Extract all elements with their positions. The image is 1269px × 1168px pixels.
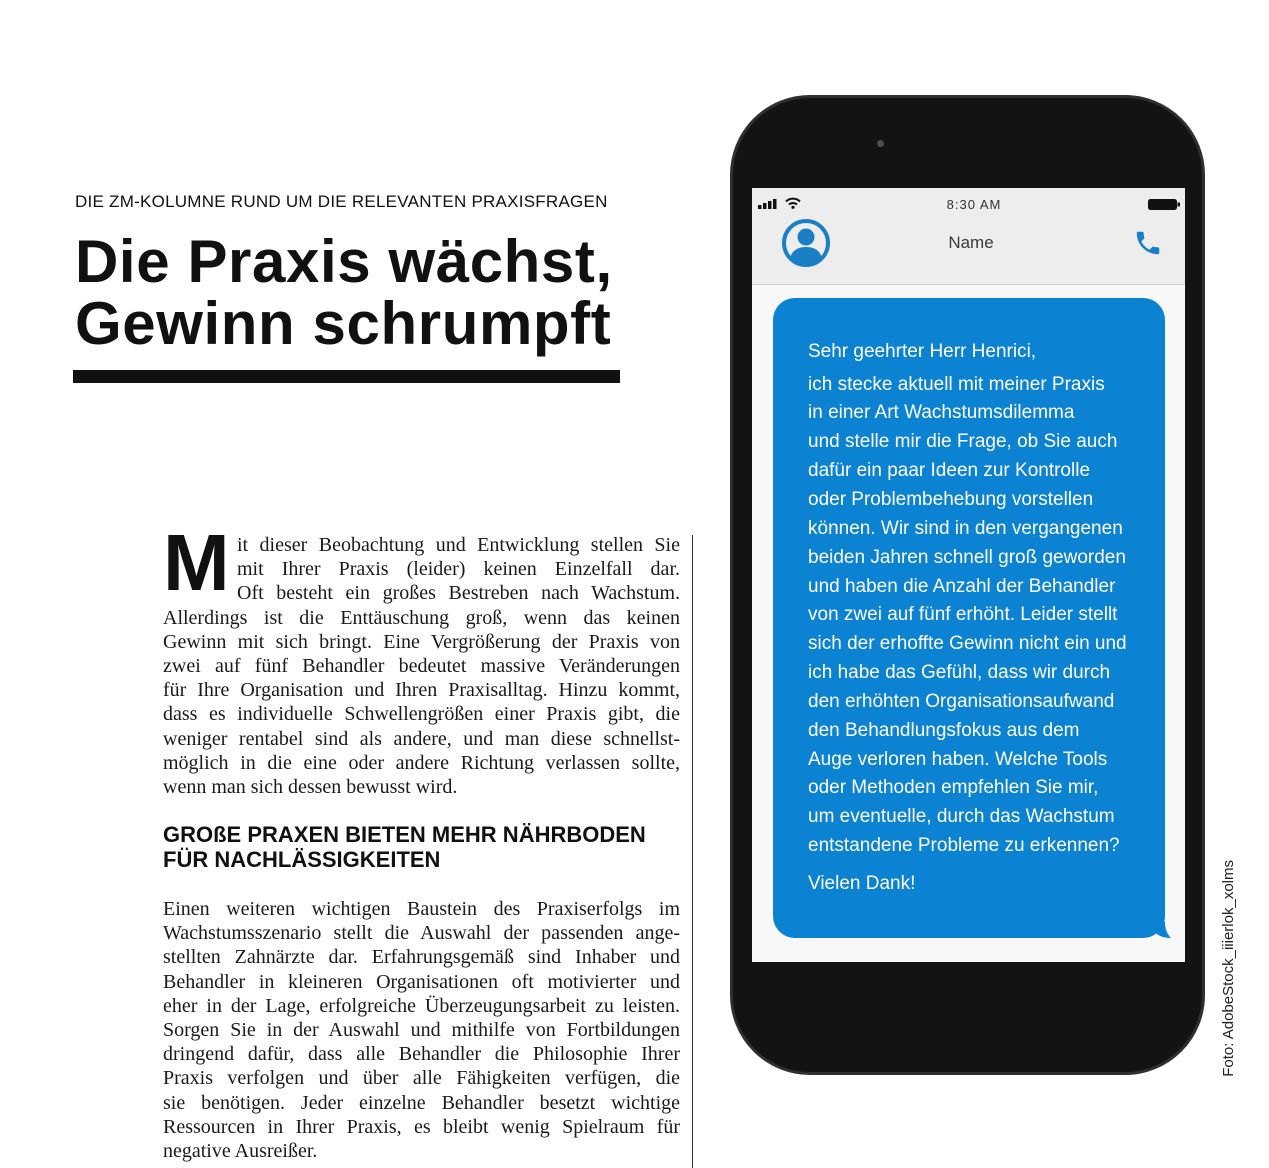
- text-line: sie benötigen. Jeder einzelne Behandler besetzt wichtige: [163, 1091, 680, 1114]
- photo-credit: Foto: AdobeStock_iiierlok_xolms: [1220, 860, 1237, 1077]
- column-divider: [692, 535, 693, 1168]
- battery-icon: [1148, 199, 1181, 210]
- wifi-icon: [785, 197, 801, 209]
- text-line: mit Ihrer Praxis (leider) keinen Einzelfall dar.: [237, 558, 680, 581]
- text-line: weniger rentabel sind als andere, und man diese schnellst-: [163, 727, 680, 750]
- message-line: in einer Art Wachstumsdilemma: [808, 402, 1075, 424]
- status-time: 8:30 AM: [946, 197, 1002, 212]
- message-line: den Behandlungsfokus aus dem: [808, 719, 1080, 741]
- subheading-line-2: FÜR NACHLÄSSIGKEITEN: [163, 847, 441, 872]
- message-body: [808, 371, 1127, 861]
- paragraph-2: [163, 897, 680, 1163]
- message-line: ich habe das Gefühl, dass wir durch: [808, 662, 1111, 684]
- message-line: dafür ein paar Ideen zur Kontrolle: [808, 460, 1091, 482]
- message-line: oder Methoden empfehlen Sie mir,: [808, 777, 1099, 799]
- message-line: den erhöhten Organisationsaufwand: [808, 690, 1115, 712]
- headline-line-1: Die Praxis wächst,: [75, 228, 613, 295]
- contact-name: Name: [948, 233, 994, 252]
- headline-line-2: Gewinn schrumpft: [75, 290, 612, 357]
- text-line: zwei auf fünf Behandler bedeutet massive Veränderungen: [163, 654, 680, 677]
- text-line: wenn man sich dessen bewusst wird.: [163, 775, 458, 798]
- message-line: können. Wir sind in den vergangenen: [808, 517, 1123, 539]
- bubble-tail: [1155, 922, 1171, 938]
- message-line: Auge verloren haben. Welche Tools: [808, 748, 1108, 770]
- headline-rule: [73, 370, 620, 383]
- text-line: Oft besteht ein großes Bestreben nach Wachstum.: [237, 582, 680, 605]
- subheading-line-1: GROßE PRAXEN BIETEN MEHR NÄHRBODEN: [163, 822, 646, 847]
- message-line: sich der erhoffte Gewinn nicht ein und: [808, 633, 1127, 655]
- phone-call-icon: [1133, 228, 1163, 258]
- message-line: und haben die Anzahl der Behandler: [808, 575, 1116, 597]
- message-line: oder Problembehebung vorstellen: [808, 488, 1094, 510]
- text-line: dringend dafür, dass alle Behandler die Philosophie Ihrer: [163, 1043, 680, 1066]
- text-line: möglich in die eine oder andere Richtung verlassen sollte,: [163, 751, 680, 774]
- text-line: Praxis verfolgen und über alle Fähigkeiten verfügen, die: [163, 1067, 680, 1090]
- text-line: Allerdings ist die Enttäuschung groß, wenn das keinen: [163, 606, 680, 629]
- column-kicker: DIE ZM-KOLUMNE RUND UM DIE RELEVANTEN PRAXISFRAGEN: [75, 192, 608, 211]
- message-line: und stelle mir die Frage, ob Sie auch: [808, 431, 1118, 453]
- message-line: um eventuelle, durch das Wachstum: [808, 806, 1115, 828]
- message-bubble: [773, 298, 1165, 938]
- paragraph-1: [163, 533, 680, 799]
- text-line: negative Ausreißer.: [163, 1139, 318, 1162]
- phone-screen: [752, 188, 1185, 962]
- message-line: ich stecke aktuell mit meiner Praxis: [808, 373, 1105, 395]
- message-line: beiden Jahren schnell groß geworden: [808, 546, 1126, 568]
- message-line: entstandene Probleme zu erkennen?: [808, 835, 1120, 857]
- text-line: stellten Zahnärzte dar. Erfahrungsgemäß sind Inhaber und: [163, 946, 680, 969]
- text-line: it dieser Beobachtung und Entwicklung stellen Sie: [237, 534, 680, 556]
- front-camera: [877, 140, 884, 147]
- text-line: Wachstumsszenario stellt die Auswahl der passenden ange-: [163, 922, 680, 945]
- text-line: eher in der Lage, erfolgreiche Überzeugungsarbeit zu leisten.: [163, 994, 680, 1017]
- avatar-icon: [781, 218, 831, 268]
- message-line: von zwei auf fünf erhöht. Leider stellt: [808, 604, 1118, 626]
- headline: [75, 228, 613, 357]
- section-subheading: [163, 822, 646, 872]
- message-greeting: Sehr geehrter Herr Henrici,: [808, 341, 1037, 362]
- text-line: Ressourcen in Ihrer Praxis, es bleibt wenig Spielraum für: [163, 1115, 680, 1138]
- text-line: dass es individuelle Schwellengrößen einer Praxis gibt, die: [163, 703, 680, 726]
- signal-icon: [758, 199, 780, 209]
- text-line: Gewinn mit sich bringt. Eine Vergrößerung der Praxis von: [163, 630, 680, 653]
- text-line: Sorgen Sie in der Auswahl und mithilfe von Fortbildungen: [163, 1018, 680, 1041]
- text-line: Behandler in kleineren Organisationen oft motivierter und: [163, 970, 680, 993]
- text-line: für Ihre Organisation und Ihren Praxisalltag. Hinzu kommt,: [163, 679, 680, 702]
- drop-cap: M: [163, 518, 230, 607]
- text-line: Einen weiteren wichtigen Baustein des Praxiserfolgs im: [163, 898, 680, 920]
- message-closing: Vielen Dank!: [808, 873, 916, 894]
